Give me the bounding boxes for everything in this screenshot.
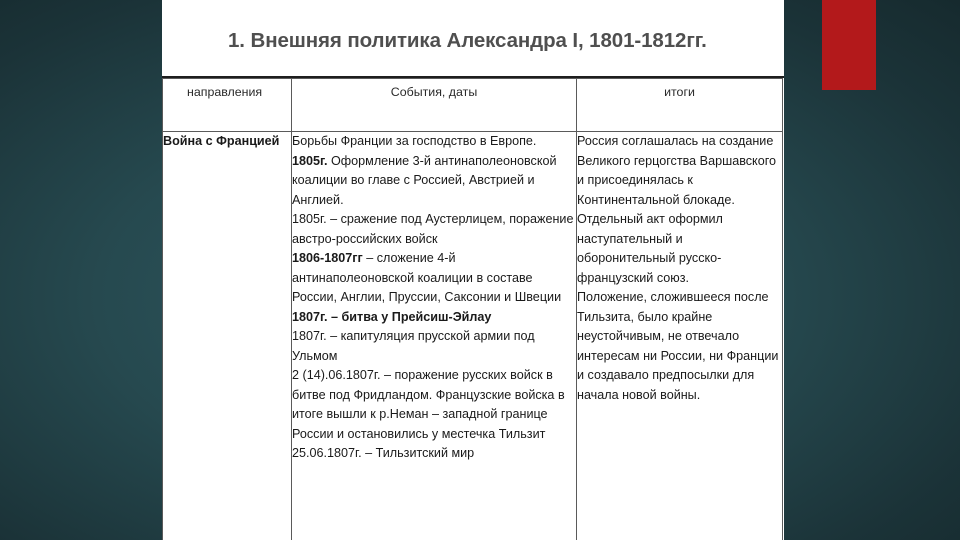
table-row (163, 132, 783, 540)
header-results: итоги (577, 79, 783, 132)
events-cell (292, 132, 577, 540)
table-header-row (163, 79, 783, 132)
event-item: 1805г. Оформление 3-й антинаполеоновской коалиции во главе с Россией, Австрией и Англией. (292, 153, 557, 207)
event-item: 1805г. – сражение под Аустерлицем, поражение австро-российских войск (292, 212, 574, 246)
event-item: 1806-1807гг – сложение 4-й антинаполеоновской коалиции в составе России, Англии, Пруссии, Саксонии и Швеции (292, 251, 562, 305)
header-direction: направления (163, 79, 292, 132)
event-item: 2 (14).06.1807г. – поражение русских войск в битве под Фридландом. Французские войска в итоге вышли к р.Неман – западной границе России и остановились у местечка Тильзит (292, 368, 565, 441)
result-item: Положение, сложившееся после Тильзита, было крайне неустойчивым, не отвечало интересам ни России, ни Франции и создавало предпосылки для начала новой войны. (577, 290, 779, 402)
event-item: 25.06.1807г. – Тильзитский мир (292, 446, 475, 461)
red-accent-bar (822, 0, 876, 90)
direction-cell: Война с Францией (163, 132, 292, 540)
event-item: 1807г. – капитуляция прусской армии под Ульмом (292, 329, 535, 363)
event-item: Борьбы Франции за господство в Европе. (292, 134, 537, 148)
result-item: Россия соглашалась на создание Великого герцогства Варшавского и присоединялась к Континентальной блокаде. Отдельный акт оформил наступательный и оборонительный русско-французский союз. (577, 134, 777, 285)
slide-canvas (162, 0, 784, 540)
policy-table (162, 78, 783, 540)
slide-title: 1. Внешняя политика Александра I, 1801-1812гг. (228, 29, 707, 52)
event-item: 1807г. – битва у Прейсиш-Эйлау (292, 309, 492, 324)
header-events: События, даты (292, 79, 577, 132)
results-cell (577, 132, 783, 540)
